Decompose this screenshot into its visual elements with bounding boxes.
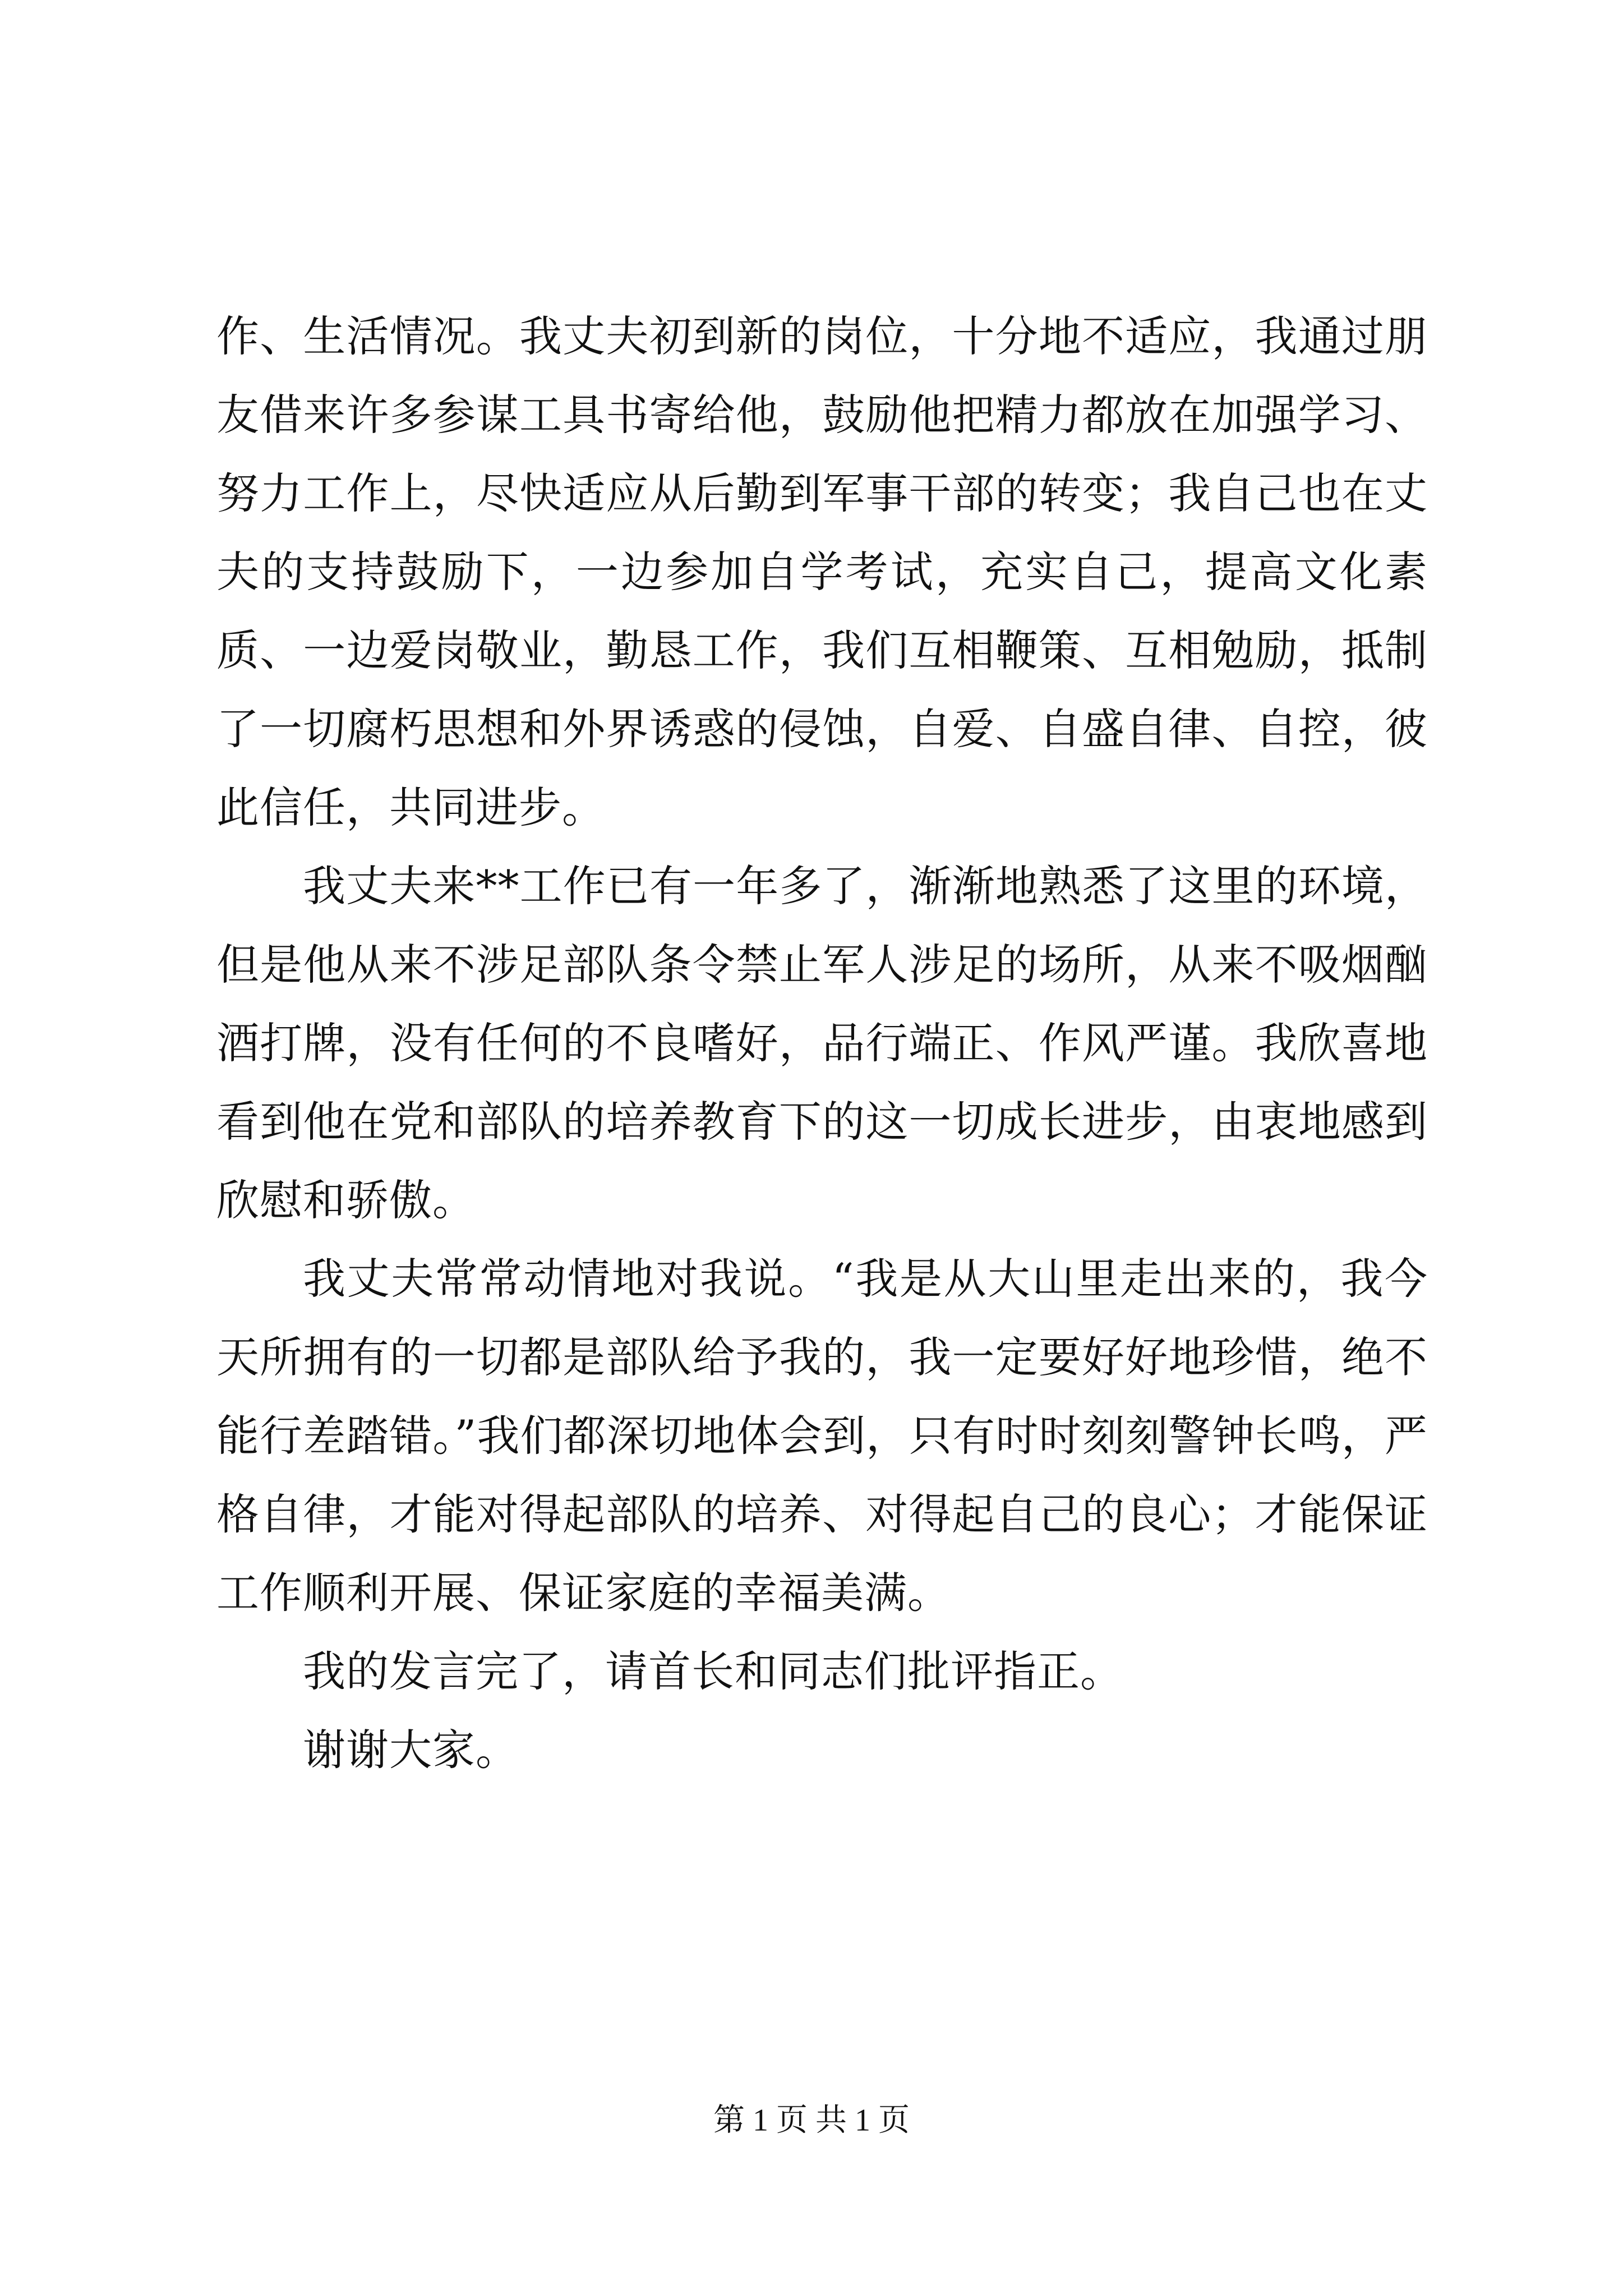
paragraph-5: 谢谢大家。 bbox=[303, 1725, 519, 1775]
document-body bbox=[216, 297, 1428, 1789]
paragraph-4: 我的发言完了，请首长和同志们批评指正。 bbox=[303, 1646, 1123, 1696]
paragraph-1: 作、生活情况。我丈夫初到新的岗位，十分地不适应，我通过朋友借来许多参谋工具书寄给他，鼓励他把精力都放在加强学习、努力工作上，尽快适应从后勤到军事干部的转变；我自己也在丈夫的支持鼓励下，一边参加自学考试，充实自己，提高文化素质、一边爱岗敬业，勤恳工作，我们互相鞭策、互相勉励，抵制了一切腐朽思想和外界诱惑的侵蚀，自爱、自盛自律、自控，彼此信任，共同进步。 bbox=[216, 311, 1428, 832]
paragraph-2: 我丈夫来**工作已有一年多了，渐渐地熟悉了这里的环境，但是他从来不涉足部队条令禁止军人涉足的场所，从来不吸烟酗酒打牌，没有任何的不良嗜好，品行端正、作风严谨。我欣喜地看到他在党和部队的培养教育下的这一切成长进步，由衷地感到欣慰和骄傲。 bbox=[216, 861, 1428, 1225]
paragraph-3: 我丈夫常常动情地对我说。“我是从大山里走出来的，我今天所拥有的一切都是部队给予我的，我一定要好好地珍惜，绝不能行差踏错。”我们都深切地体会到，只有时时刻刻警钟长鸣，严格自律，才能对得起部队的培养、对得起自己的良心；才能保证工作顺利开展、保证家庭的幸福美满。 bbox=[216, 1254, 1428, 1618]
page-footer: 第 1 页 共 1 页 bbox=[713, 2103, 910, 2138]
